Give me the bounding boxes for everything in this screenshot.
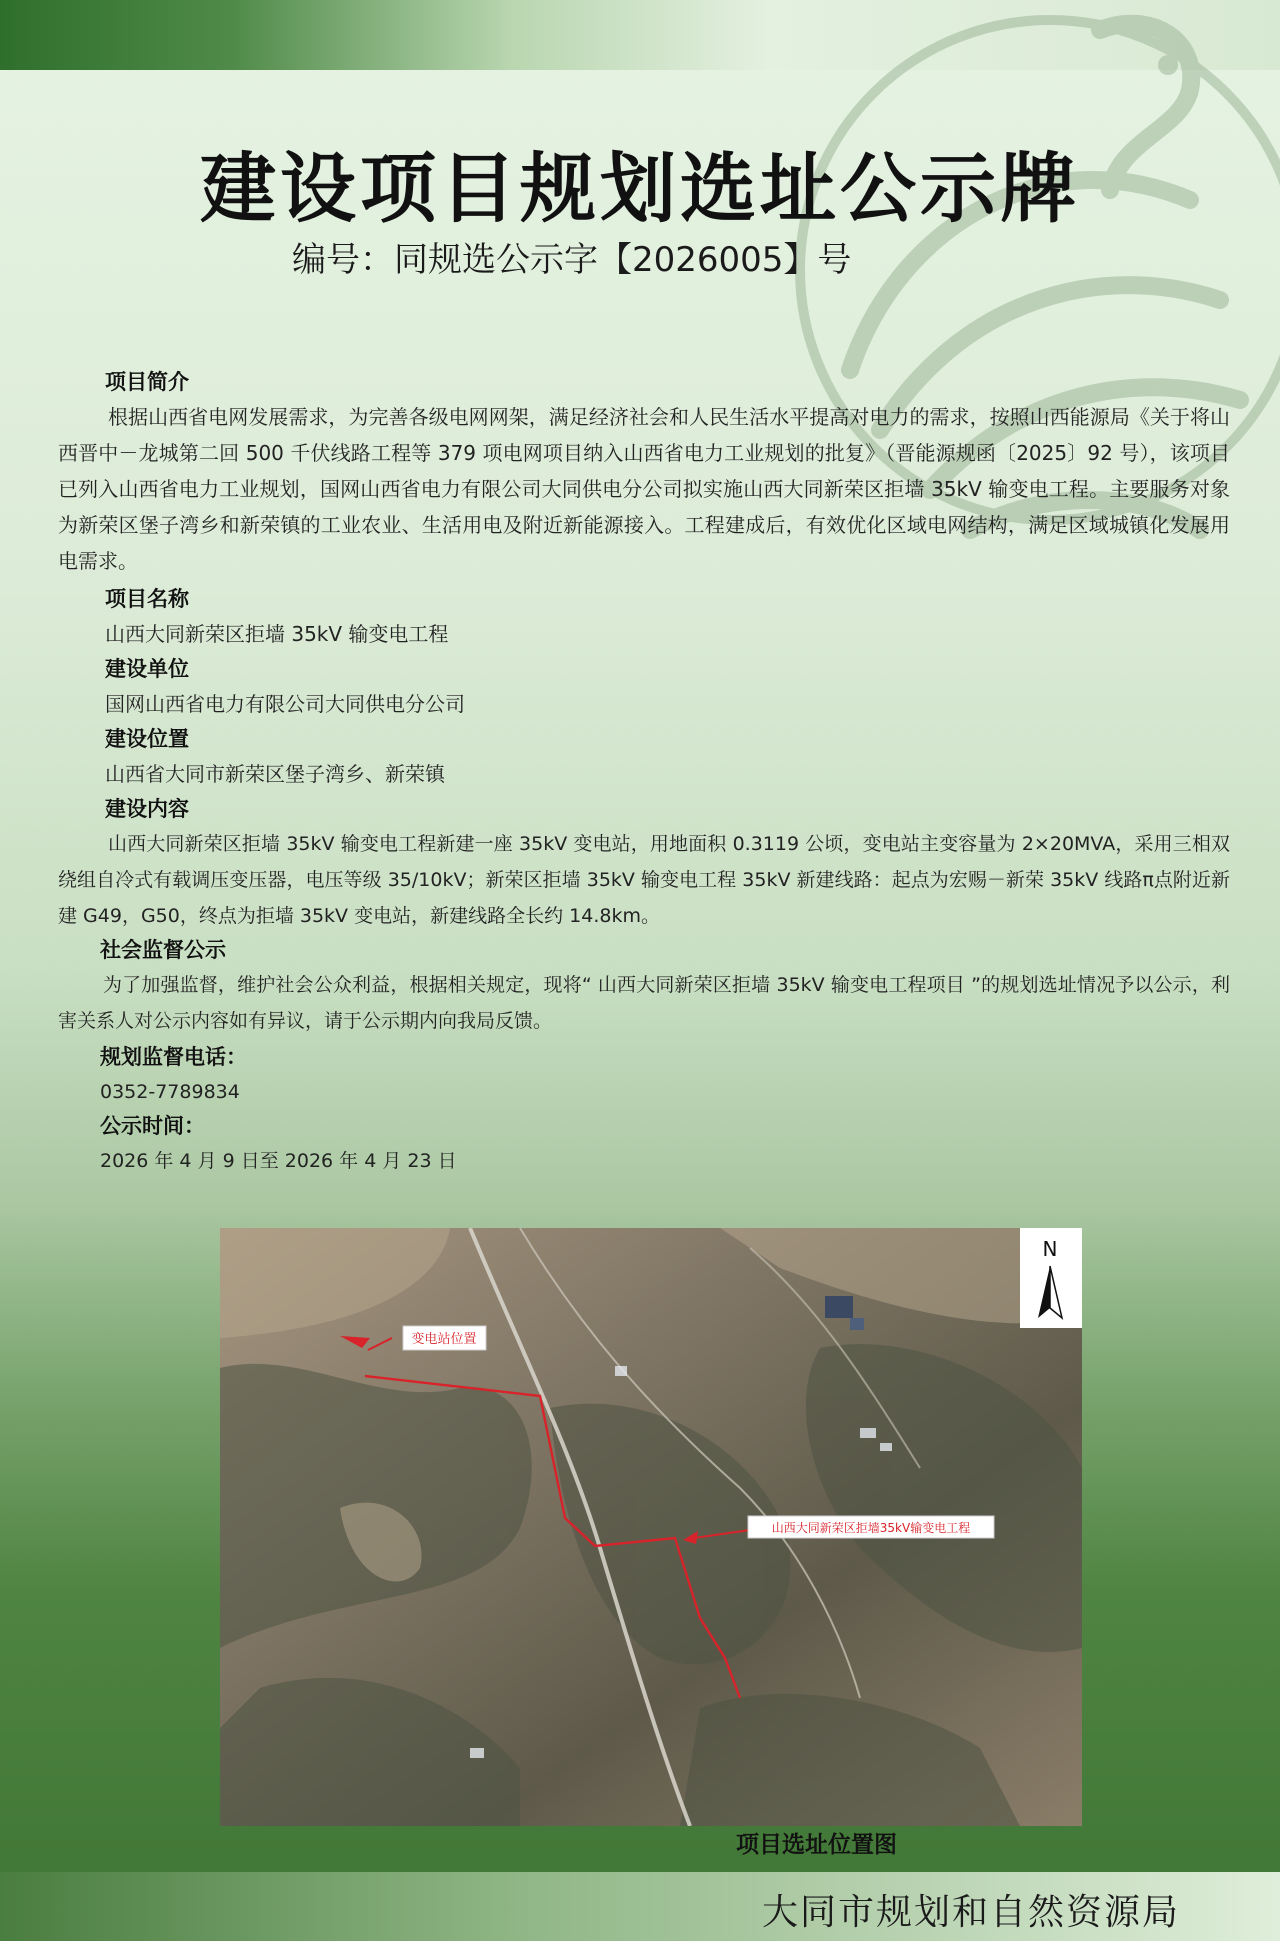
construction-unit-heading: 建设单位 xyxy=(105,657,189,681)
project-name-value: 山西大同新荣区拒墙 35kV 输变电工程 xyxy=(105,622,449,646)
content-text: 山西大同新荣区拒墙 35kV 输变电工程新建一座 35kV 变电站，用地面积 0.3119 公顷，变电站主变容量为 2×20MVA，采用三相双绕组自冷式有载调压变压器，电压等级 35/10kV；新荣区拒墙 35kV 输变电工程 35kV 新建线路：起点为宏赐－新荣 35kV 线路π点附近新建 G49，G50，终点为拒墙 35kV 变电站，新建线路全长约 14.8km。 xyxy=(58,833,1230,927)
site-location-map xyxy=(220,1228,1082,1826)
page-title: 建设项目规划选址公示牌 xyxy=(200,144,1080,233)
intro-heading: 项目简介 xyxy=(105,370,189,394)
north-label: N xyxy=(1042,1237,1058,1261)
supervision-heading: 社会监督公示 xyxy=(100,938,226,962)
document-number: 编号：同规选公示字【2026005】号 xyxy=(292,240,852,280)
construction-unit-value: 国网山西省电力有限公司大同供电分公司 xyxy=(105,692,465,716)
intro-text: 根据山西省电网发展需求，为完善各级电网网架，满足经济社会和人民生活水平提高对电力的需求，按照山西能源局《关于将山西晋中－龙城第二回 500 千伏线路工程等 379 项电网项目纳入山西省电力工业规划的批复》（晋能源规函〔2025〕92 号），该项目已列入山西省电力工业规划，国网山西省电力有限公司大同供电分公司拟实施山西大同新荣区拒墙 35kV 输变电工程。主要服务对象为新荣区堡子湾乡和新荣镇的工业农业、生活用电及附近新能源接入。工程建成后，有效优化区域电网结构，满足区域城镇化发展用电需求。 xyxy=(58,405,1230,573)
time-value: 2026 年 4 月 9 日至 2026 年 4 月 23 日 xyxy=(100,1150,457,1172)
issuing-organization: 大同市规划和自然资源局 xyxy=(762,1892,1181,1933)
supervision-text: 为了加强监督，维护社会公众利益，根据相关规定，现将“ 山西大同新荣区拒墙 35kV 输变电工程项目 ”的规划选址情况予以公示，利害关系人对公示内容如有异议，请于公示期内向我局反馈。 xyxy=(58,974,1230,1032)
project-name-heading: 项目名称 xyxy=(105,587,189,611)
phone-heading: 规划监督电话： xyxy=(100,1045,247,1069)
substation-label: 变电站位置 xyxy=(411,1332,477,1347)
notice-content xyxy=(55,366,1230,1179)
phone-value: 0352-7789834 xyxy=(100,1081,240,1103)
location-value: 山西省大同市新荣区堡子湾乡、新荣镇 xyxy=(105,762,445,786)
time-heading: 公示时间： xyxy=(100,1114,205,1138)
map-caption: 项目选址位置图 xyxy=(736,1832,897,1858)
location-heading: 建设位置 xyxy=(105,727,189,751)
line-label: 山西大同新荣区拒墙35kV输变电工程 xyxy=(771,1521,971,1535)
water-pond xyxy=(825,1296,853,1318)
content-heading: 建设内容 xyxy=(105,797,189,821)
